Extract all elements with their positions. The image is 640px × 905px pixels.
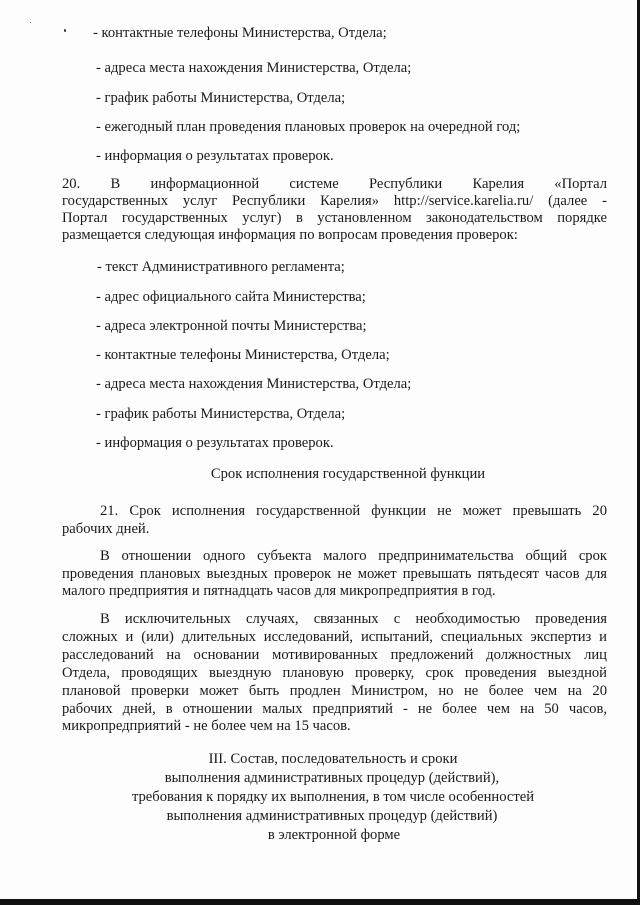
para20-line-3: Портал государственных услуг) в установленном законодательством порядке <box>62 210 607 226</box>
bullet-addresses-2: - адреса места нахождения Министерства, Отдела; <box>96 376 412 392</box>
bullet-site-address: - адрес официального сайта Министерства; <box>96 289 366 305</box>
para21-line-1: 21. Срок исполнения государственной функции не может превышать 20 <box>100 503 607 519</box>
para-exc-line-2: сложных и (или) длительных исследований, испытаний, специальных экспертиз и <box>62 629 607 645</box>
scan-speck <box>30 22 31 23</box>
para-exc-line-5: плановой проверки может быть продлен Министром, но не более чем на 20 <box>62 683 607 699</box>
section-heading-line-5: в электронной форме <box>267 827 401 843</box>
section-heading-line-4: выполнения административных процедур (действий) <box>166 808 498 824</box>
bullet-email: - адреса электронной почты Министерства; <box>96 318 367 334</box>
bullet-contact-phones-2: - контактные телефоны Министерства, Отдела; <box>96 347 390 363</box>
para-exc-line-6: рабочих дней, в отношении малых предприятий - не более чем на 50 часов, <box>62 701 607 717</box>
bullet-work-schedule-2: - график работы Министерства, Отдела; <box>96 406 346 422</box>
para20-line-1: 20. В информационной системе Республики Карелия «Портал <box>62 176 607 192</box>
bullet-annual-plan: - ежегодный план проведения плановых проверок на очередной год; <box>96 119 521 135</box>
bullet-regulation-text: - текст Административного регламента; <box>97 259 345 275</box>
para-exc-line-7: микропредприятий - не более чем на 15 часов. <box>62 718 351 734</box>
scan-edge-bottom <box>0 899 640 905</box>
section-heading-line-1: III. Состав, последовательность и сроки <box>208 751 458 767</box>
para21-line-2: рабочих дней. <box>62 521 150 537</box>
heading-term: Срок исполнения государственной функции <box>210 466 486 482</box>
para20-line-2: государственных услуг Республики Карелия» http://service.karelia.ru/ (далее - <box>62 193 607 209</box>
bullet-work-schedule: - график работы Министерства, Отдела; <box>96 90 346 106</box>
section-heading-line-2: выполнения административных процедур (действий), <box>164 770 500 786</box>
para20-line-4: размещается следующая информация по вопросам проведения проверок: <box>62 227 518 243</box>
scan-speck <box>64 29 66 32</box>
para-small-line-2: проведения плановых выездных проверок не может превышать пятьдесят часов для <box>62 566 607 582</box>
section-heading-line-3: требования к порядку их выполнения, в том числе особенностей <box>131 789 535 805</box>
para-exc-line-4: Отдела, проводящих выездную плановую проверку, срок проведения выездной <box>62 665 607 681</box>
bullet-results: - информация о результатах проверок. <box>96 148 334 164</box>
bullet-contact-phones: - контактные телефоны Министерства, Отдела; <box>93 25 387 41</box>
para-exc-line-3: расследований на основании мотивированных предложений должностных лиц <box>62 647 607 663</box>
para-small-line-1: В отношении одного субъекта малого предпринимательства общий срок <box>100 548 607 564</box>
bullet-addresses: - адреса места нахождения Министерства, Отдела; <box>96 60 412 76</box>
para-small-line-3: малого предприятия и пятнадцать часов для микропредприятия в год. <box>62 583 496 599</box>
para-exc-line-1: В исключительных случаях, связанных с необходимостью проведения <box>100 611 607 627</box>
bullet-results-2: - информация о результатах проверок. <box>96 435 334 451</box>
